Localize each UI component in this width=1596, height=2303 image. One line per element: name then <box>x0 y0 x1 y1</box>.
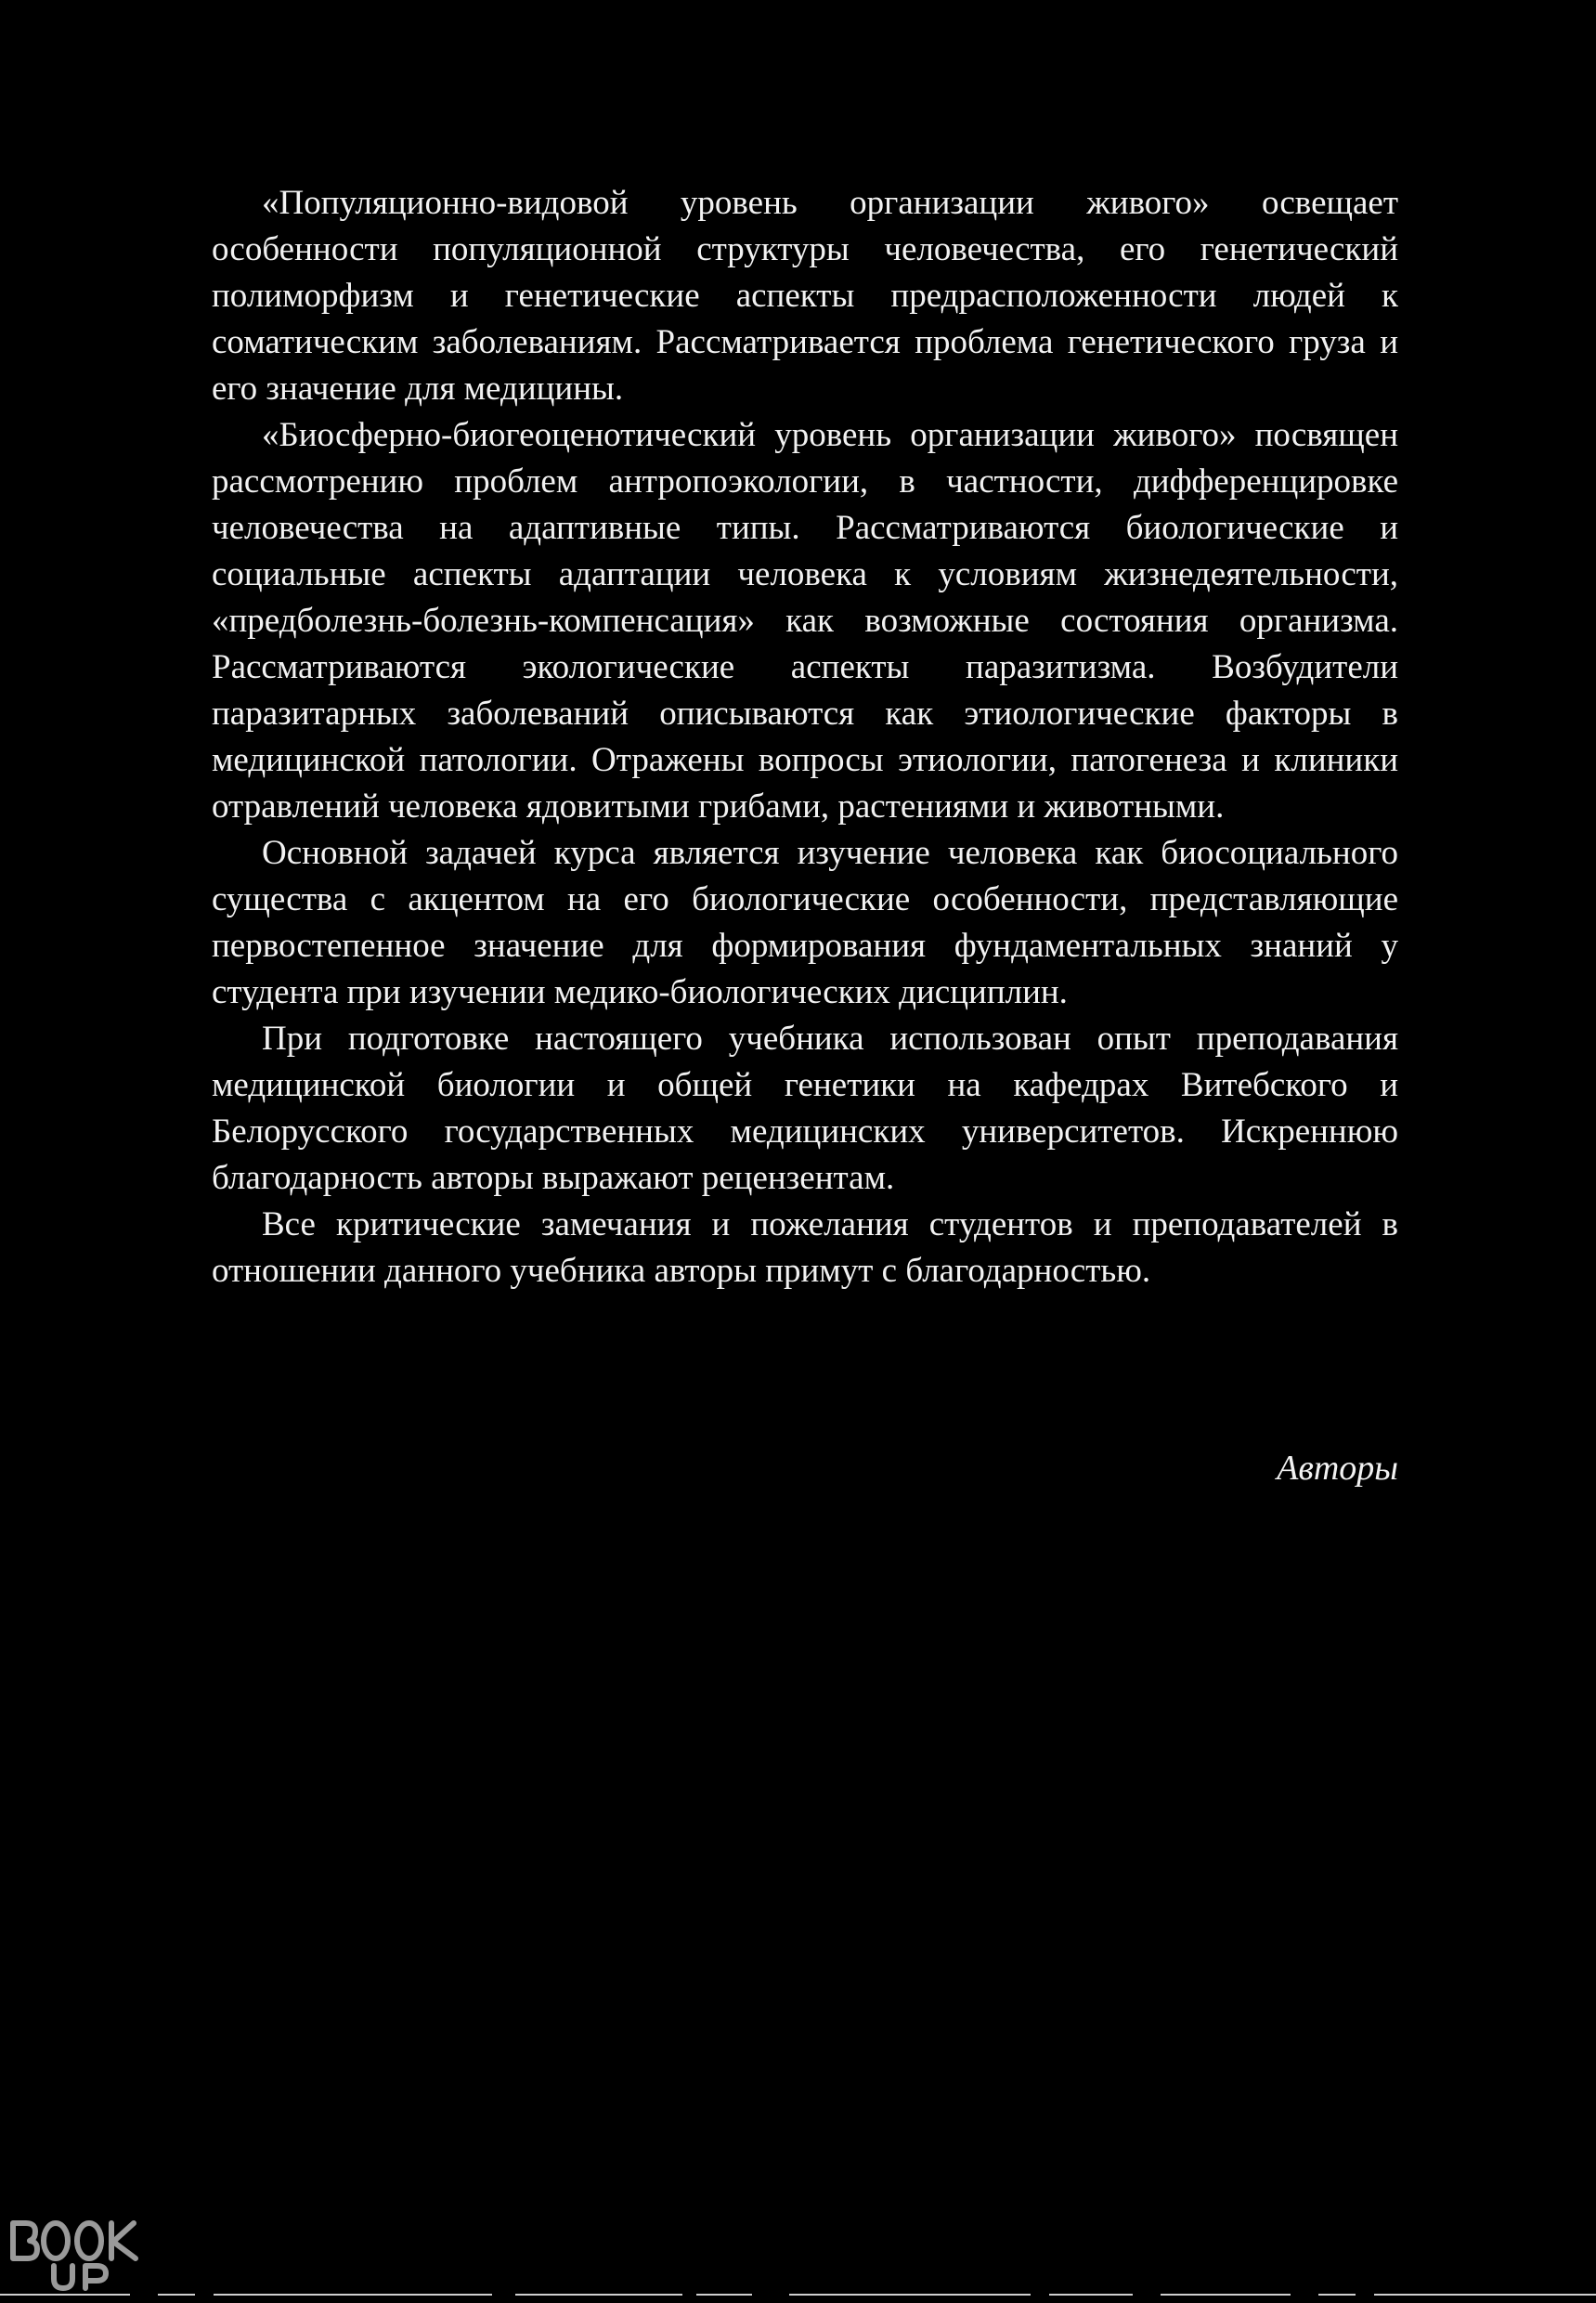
paragraph-biosphere-level: «Биосферно-биогеоценотический уровень организации живого» посвящен рассмотрению проблем антропоэкологии, в частности, дифференцировке человечества на адаптивные типы. Рассматриваются биологические и социальные аспекты адаптации человека к условиям жизнедеятельности, «предболезнь-болезнь-компенсация» как возможные состояния организма. Рассматриваются экологические аспекты паразитизма. Возбудители паразитарных заболеваний описываются как этиологические факторы в медицинской патологии. Отражены вопросы этиологии, патогенеза и клиники отравлений человека ядовитыми грибами, растениями и животными. <box>212 416 1398 826</box>
paragraph-course-goal: Основной задачей курса является изучение человека как биосоциального существа с акцентом на его биологические особенности, представляющие первостепенное значение для формирования фундаментальных знаний у студента при изучении медико-биологических дисциплин. <box>212 834 1398 1011</box>
paragraph-population-level: «Популяционно-видовой уровень организации живого» освещает особенности популяционной структуры человечества, его генетический полиморфизм и генетические аспекты предрасположенности людей к соматическим заболеваниям. Рассматривается проблема генетического груза и его значение для медицины. <box>212 184 1398 408</box>
paragraph-experience: При подготовке настоящего учебника использован опыт преподавания медицинской биологии и общей генетики на кафедрах Витебского и Белорусского государственных медицинских университетов. Искреннюю благодарность авторы выражают рецензентам. <box>212 1020 1398 1197</box>
paragraph-feedback: Все критические замечания и пожелания студентов и преподавателей в отношении данного учебника авторы примут с благодарностью. <box>212 1205 1398 1290</box>
body-text <box>212 180 1398 1295</box>
authors-signature: Авторы <box>1277 1449 1398 1488</box>
bottom-scan-edge <box>0 2294 1596 2296</box>
bookup-logo-icon <box>7 2218 156 2292</box>
